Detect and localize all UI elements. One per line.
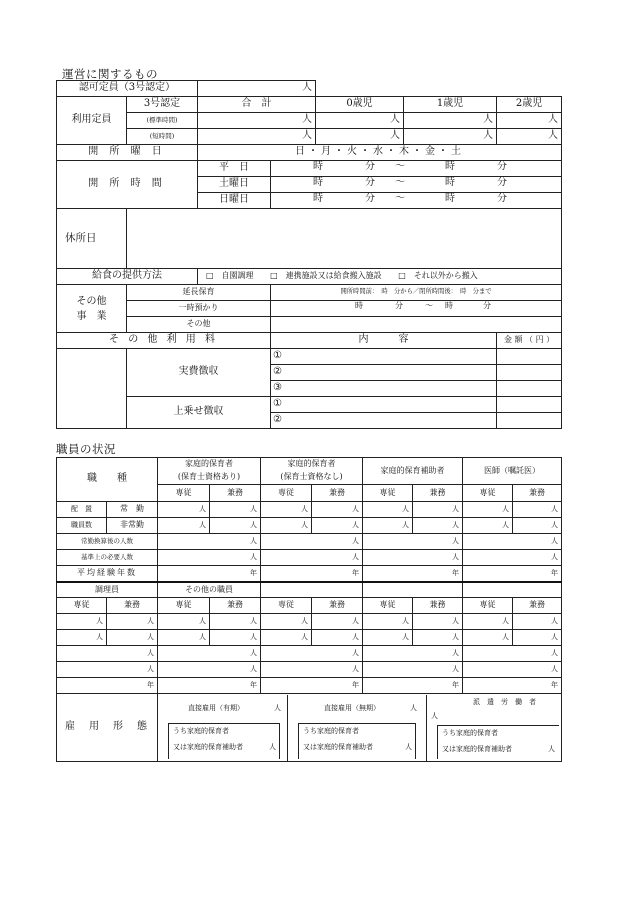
- dispatch-unit: 人: [431, 711, 438, 720]
- cook-fte[interactable]: 人: [57, 646, 158, 662]
- actual-cost-item-1[interactable]: ①: [271, 349, 497, 365]
- fees-content-label: 内 容: [271, 333, 497, 349]
- direct-open-sub-unit: 人: [405, 742, 412, 751]
- extended-hours-field[interactable]: 開所時間前： 時 分から／閉所時間後： 時 分まで: [271, 285, 562, 301]
- hours-sunday-h2: 時: [445, 192, 455, 204]
- hours-weekday-m2: 分: [497, 160, 507, 172]
- closed-days-label: 休所日: [57, 209, 127, 269]
- os1-fte[interactable]: 人: [158, 646, 261, 662]
- group-unqualified: [261, 458, 363, 485]
- group-unqualified-line2: (保育士資格なし): [280, 472, 343, 482]
- usage-col-total: 合 計: [198, 97, 316, 113]
- fees-label: そ の 他 利 用 料: [57, 333, 271, 349]
- employment-label: 雇 用 形 態: [57, 694, 158, 762]
- dispatch-sub: [437, 725, 559, 759]
- os3-fte[interactable]: 人: [363, 646, 463, 662]
- required-g3[interactable]: 人: [363, 550, 463, 566]
- group-qualified-line2: (保育士資格あり): [177, 472, 241, 482]
- meals-option-partner[interactable]: □ 連携施設又は給食搬入施設: [270, 271, 382, 281]
- fees-amount-label: 金 額 （ 円 ）: [497, 333, 562, 349]
- direct-open-or-assist: 又は家庭的保育補助者: [303, 742, 373, 751]
- other-staff-label: その他の職員: [158, 582, 261, 598]
- os1-regular-part[interactable]: 人: [210, 614, 261, 630]
- meals-label: 給食の提供方法: [57, 269, 198, 285]
- os2-fulltime: 専従: [261, 598, 312, 614]
- os4-parttime: 兼務: [513, 598, 562, 614]
- usage-row-standard: (標準時間): [127, 113, 198, 129]
- regular-g1-part[interactable]: 人: [210, 502, 261, 518]
- g4-parttime: 兼務: [513, 485, 562, 502]
- employment-direct-fixed[interactable]: [158, 695, 288, 761]
- other-staff-blank-3[interactable]: [463, 582, 562, 598]
- actual-cost-item-3[interactable]: ③: [271, 381, 497, 397]
- g3-fulltime: 専従: [363, 485, 413, 502]
- group-qualified-line1: 家庭的保育者: [185, 459, 233, 469]
- other-services-label-1: その他: [76, 295, 107, 307]
- regular-g4-full[interactable]: 人: [463, 502, 513, 518]
- extra-cost-amount-1[interactable]: [497, 397, 562, 413]
- os2-nonregular-full[interactable]: 人: [261, 630, 312, 646]
- usage-short-age2[interactable]: 人: [497, 129, 562, 145]
- regular-label: 常 勤: [107, 502, 158, 518]
- section-title-operation: 運営に関するもの: [62, 67, 158, 81]
- other-services-label: [57, 285, 127, 333]
- temporary-m1: 分: [395, 300, 403, 310]
- hours-weekday-m1: 分: [365, 160, 375, 172]
- os2-nonregular-part[interactable]: 人: [312, 630, 363, 646]
- hours-sunday-m1: 分: [365, 192, 375, 204]
- hours-day-weekday: 平 日: [198, 161, 271, 177]
- employment-dispatch[interactable]: [427, 695, 561, 761]
- cook-regular-part[interactable]: 人: [107, 614, 158, 630]
- os2-regular-part[interactable]: 人: [312, 614, 363, 630]
- group-doctor: 医師（嘱託医）: [463, 458, 562, 485]
- os2-regular-full[interactable]: 人: [261, 614, 312, 630]
- dispatch-of-which: うち家庭的保育者: [442, 728, 498, 737]
- direct-fixed-of-which: うち家庭的保育者: [173, 726, 229, 735]
- avg-years-g2[interactable]: 年: [261, 566, 363, 582]
- nonregular-g3-part[interactable]: 人: [413, 518, 463, 534]
- meals-option-self[interactable]: □ 自園調理: [206, 271, 254, 281]
- os2-parttime: 兼務: [312, 598, 363, 614]
- hours-day-sunday: 日曜日: [198, 193, 271, 209]
- regular-g4-part[interactable]: 人: [513, 502, 562, 518]
- cook-nonregular-full[interactable]: 人: [57, 630, 107, 646]
- regular-g3-full[interactable]: 人: [363, 502, 413, 518]
- closed-days-field[interactable]: [127, 209, 562, 269]
- usage-short-age0[interactable]: 人: [316, 129, 404, 145]
- nonregular-g4-full[interactable]: 人: [463, 518, 513, 534]
- required-g4[interactable]: 人: [463, 550, 562, 566]
- usage-short-age1[interactable]: 人: [404, 129, 497, 145]
- usage-standard-total[interactable]: 人: [198, 113, 316, 129]
- g2-fulltime: 専従: [261, 485, 312, 502]
- employment-direct-open[interactable]: [288, 695, 427, 761]
- g1-parttime: 兼務: [210, 485, 261, 502]
- employment-area: [158, 694, 562, 762]
- direct-fixed-label: 直接雇用（有期）: [188, 703, 244, 712]
- dispatch-or-assist: 又は家庭的保育補助者: [442, 744, 512, 753]
- nonregular-g2-full[interactable]: 人: [261, 518, 312, 534]
- meals-option-other[interactable]: □ それ以外から搬入: [398, 271, 478, 281]
- os4-years[interactable]: 年: [463, 678, 562, 694]
- cook-nonregular-part[interactable]: 人: [107, 630, 158, 646]
- usage-short-total[interactable]: 人: [198, 129, 316, 145]
- required-label: 基準上の必要人数: [57, 550, 158, 566]
- usage-col-age2: 2歳児: [497, 97, 562, 113]
- regular-g2-full[interactable]: 人: [261, 502, 312, 518]
- staff-table: [56, 457, 562, 762]
- placement-label-2: 職員数: [57, 518, 107, 534]
- fte-g4[interactable]: 人: [463, 534, 562, 550]
- cook-parttime: 兼務: [107, 598, 158, 614]
- hours-saturday-tilde: 〜: [395, 176, 405, 188]
- nonregular-g2-part[interactable]: 人: [312, 518, 363, 534]
- regular-g2-part[interactable]: 人: [312, 502, 363, 518]
- placement-label-1: 配 置: [57, 502, 107, 518]
- hours-sunday-row[interactable]: [271, 193, 562, 209]
- os2-required[interactable]: 人: [261, 662, 363, 678]
- g1-fulltime: 専従: [158, 485, 210, 502]
- direct-open-of-which: うち家庭的保育者: [303, 726, 359, 735]
- regular-g3-part[interactable]: 人: [413, 502, 463, 518]
- cook-fulltime: 専従: [57, 598, 107, 614]
- os3-required[interactable]: 人: [363, 662, 463, 678]
- regular-g1-full[interactable]: 人: [158, 502, 210, 518]
- direct-fixed-unit: 人: [274, 703, 281, 712]
- usage-label: 利用定員: [57, 97, 127, 145]
- cook-years[interactable]: 年: [57, 678, 158, 694]
- hours-saturday-row[interactable]: [271, 177, 562, 193]
- extra-cost-label: 上乗せ徴収: [127, 397, 271, 429]
- temporary-h2: 時: [445, 300, 453, 310]
- hours-saturday-m2: 分: [497, 176, 507, 188]
- hours-saturday-h1: 時: [313, 176, 323, 188]
- temporary-m2: 分: [483, 300, 491, 310]
- section-title-staff: 職員の状況: [56, 442, 116, 456]
- required-g2[interactable]: 人: [261, 550, 363, 566]
- capacity-value[interactable]: 人: [198, 81, 316, 97]
- other-row-other: その他: [127, 317, 271, 333]
- job-type-label: 職 種: [57, 458, 158, 502]
- hours-weekday-h2: 時: [445, 160, 455, 172]
- cook-regular-full[interactable]: 人: [57, 614, 107, 630]
- actual-cost-item-2[interactable]: ②: [271, 365, 497, 381]
- other-service-field[interactable]: [271, 317, 562, 333]
- os3-nonregular-part[interactable]: 人: [413, 630, 463, 646]
- direct-fixed-sub: [168, 723, 280, 759]
- os1-parttime: 兼務: [210, 598, 261, 614]
- cook-label: 調理員: [57, 582, 158, 598]
- direct-open-sub: [298, 723, 416, 759]
- os3-parttime: 兼務: [413, 598, 463, 614]
- group-unqualified-line1: 家庭的保育者: [287, 459, 336, 469]
- os4-nonregular-part[interactable]: 人: [513, 630, 562, 646]
- hours-sunday-h1: 時: [313, 192, 323, 204]
- temporary-h1: 時: [355, 300, 363, 310]
- avg-years-label: 平均経験年数: [57, 566, 158, 582]
- other-staff-blank-1[interactable]: [261, 582, 363, 598]
- fte-label: 常勤換算後の人数: [57, 534, 158, 550]
- extra-cost-item-2[interactable]: ②: [271, 413, 497, 429]
- capacity-label: 認可定員（3号認定）: [57, 81, 198, 97]
- os1-years[interactable]: 年: [158, 678, 261, 694]
- g2-parttime: 兼務: [312, 485, 363, 502]
- nonregular-g1-part[interactable]: 人: [210, 518, 261, 534]
- direct-open-label: 直接雇用（無期）: [324, 703, 380, 712]
- nonregular-g1-full[interactable]: 人: [158, 518, 210, 534]
- actual-cost-amount-1[interactable]: [497, 349, 562, 365]
- usage-standard-age2[interactable]: 人: [497, 113, 562, 129]
- extra-cost-item-1[interactable]: ①: [271, 397, 497, 413]
- hours-weekday-h1: 時: [313, 160, 323, 172]
- os4-required[interactable]: 人: [463, 662, 562, 678]
- avg-years-g4[interactable]: 年: [463, 566, 562, 582]
- other-row-temporary: 一時預かり: [127, 301, 271, 317]
- os3-fulltime: 専従: [363, 598, 413, 614]
- avg-years-g1[interactable]: 年: [158, 566, 261, 582]
- direct-fixed-sub-unit: 人: [269, 742, 276, 751]
- usage-standard-age0[interactable]: 人: [316, 113, 404, 129]
- hours-saturday-h2: 時: [445, 176, 455, 188]
- nonregular-label: 非常勤: [107, 518, 158, 534]
- fte-g3[interactable]: 人: [363, 534, 463, 550]
- hours-sunday-tilde: 〜: [395, 192, 405, 204]
- nonregular-g3-full[interactable]: 人: [363, 518, 413, 534]
- group-assistant: 家庭的保育補助者: [363, 458, 463, 485]
- operation-table: [56, 80, 562, 429]
- open-days-value[interactable]: 日・月・火・水・木・金・土: [198, 145, 562, 161]
- actual-cost-amount-3[interactable]: [497, 381, 562, 397]
- avg-years-g3[interactable]: 年: [363, 566, 463, 582]
- direct-fixed-or-assist: 又は家庭的保育補助者: [173, 742, 243, 751]
- actual-cost-label: 実費徴収: [127, 349, 271, 397]
- os2-fte[interactable]: 人: [261, 646, 363, 662]
- os3-nonregular-full[interactable]: 人: [363, 630, 413, 646]
- os1-required[interactable]: 人: [158, 662, 261, 678]
- usage-col-age0: 0歳児: [316, 97, 404, 113]
- required-g1[interactable]: 人: [158, 550, 261, 566]
- group-qualified: [158, 458, 261, 485]
- g4-fulltime: 専従: [463, 485, 513, 502]
- os4-fte[interactable]: 人: [463, 646, 562, 662]
- os3-regular-full[interactable]: 人: [363, 614, 413, 630]
- os1-fulltime: 専従: [158, 598, 210, 614]
- os3-years[interactable]: 年: [363, 678, 463, 694]
- open-hours-label: 開 所 時 間: [57, 161, 198, 209]
- os4-regular-full[interactable]: 人: [463, 614, 513, 630]
- dispatch-sub-unit: 人: [548, 744, 555, 753]
- hours-sunday-m2: 分: [497, 192, 507, 204]
- os1-regular-full[interactable]: 人: [158, 614, 210, 630]
- actual-cost-amount-2[interactable]: [497, 365, 562, 381]
- hours-weekday-row[interactable]: [271, 161, 562, 177]
- hours-saturday-m1: 分: [365, 176, 375, 188]
- usage-row-short: (短時間): [127, 129, 198, 145]
- g3-parttime: 兼務: [413, 485, 463, 502]
- os3-regular-part[interactable]: 人: [413, 614, 463, 630]
- dispatch-label: 派 遣 労 働 者: [473, 697, 536, 706]
- usage-col-age1: 1歳児: [404, 97, 497, 113]
- meals-options-row: [198, 269, 562, 285]
- os1-nonregular-part[interactable]: 人: [210, 630, 261, 646]
- other-row-extended: 延長保育: [127, 285, 271, 301]
- extra-cost-amount-2[interactable]: [497, 413, 562, 429]
- cook-required[interactable]: 人: [57, 662, 158, 678]
- hours-day-saturday: 土曜日: [198, 177, 271, 193]
- other-staff-blank-2[interactable]: [363, 582, 463, 598]
- hours-weekday-tilde: 〜: [395, 160, 405, 172]
- other-services-label-2: 事 業: [76, 310, 107, 322]
- os4-regular-part[interactable]: 人: [513, 614, 562, 630]
- open-days-label: 開 所 曜 日: [57, 145, 198, 161]
- os2-years[interactable]: 年: [261, 678, 363, 694]
- os1-nonregular-full[interactable]: 人: [158, 630, 210, 646]
- temporary-hours-row[interactable]: [271, 301, 562, 317]
- os4-fulltime: 専従: [463, 598, 513, 614]
- os4-nonregular-full[interactable]: 人: [463, 630, 513, 646]
- nonregular-g4-part[interactable]: 人: [513, 518, 562, 534]
- direct-open-unit: 人: [410, 703, 417, 712]
- fte-g1[interactable]: 人: [158, 534, 261, 550]
- usage-standard-age1[interactable]: 人: [404, 113, 497, 129]
- usage-category: 3号認定: [127, 97, 198, 113]
- temporary-tilde: 〜: [425, 300, 433, 310]
- fte-g2[interactable]: 人: [261, 534, 363, 550]
